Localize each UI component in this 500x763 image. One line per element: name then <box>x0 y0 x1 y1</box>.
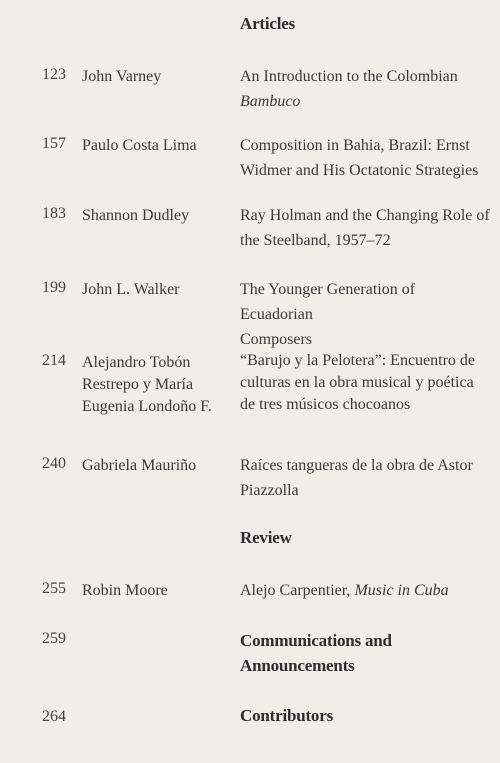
author-name <box>82 352 212 418</box>
author-name <box>82 66 161 88</box>
page-number: 255 <box>42 580 66 597</box>
author-line: Restrepo y María <box>82 376 194 393</box>
heading-line: Communications and <box>240 631 392 650</box>
title-line: The Younger Generation of Ecuadorian <box>240 281 416 323</box>
page-number: 240 <box>42 455 66 472</box>
title-line: Widmer and His Octatonic Strategies <box>240 162 479 179</box>
section-heading-articles: Articles <box>240 14 296 33</box>
title-line: Raíces tangueras de la obra de Astor <box>240 457 473 474</box>
title-italic: Music in Cuba <box>354 582 449 599</box>
author-name: Robin Moore <box>82 582 168 599</box>
title-line: the Steelband, 1957–72 <box>240 232 391 249</box>
title-line: Composers <box>240 331 312 348</box>
title-line: Bambuco <box>240 93 301 110</box>
section-heading-review: Review <box>240 528 292 547</box>
article-title <box>240 133 490 183</box>
contributors-heading: Contributors <box>240 706 333 725</box>
page-number: 199 <box>42 279 66 296</box>
heading-line: Announcements <box>240 656 355 675</box>
author-name <box>82 279 180 301</box>
author-name <box>82 135 197 157</box>
title-line: An Introduction to the Colombian <box>240 68 458 85</box>
article-title <box>240 64 490 114</box>
title-line: de tres músicos chocoanos <box>240 396 411 413</box>
article-title <box>240 350 490 416</box>
title-line: Ray Holman and the Changing Role of <box>240 207 490 224</box>
author-line: Paulo Costa Lima <box>82 137 197 154</box>
author-name <box>82 455 196 477</box>
page-number: 157 <box>42 135 66 152</box>
page-number: 264 <box>42 708 66 725</box>
author-name <box>82 205 189 227</box>
page-number: 214 <box>42 352 66 369</box>
title-prefix: Alejo Carpentier, <box>240 582 355 599</box>
author-line: John Varney <box>82 68 162 85</box>
author-line: John L. Walker <box>82 281 180 298</box>
title-line: Composition in Bahia, Brazil: Ernst <box>240 137 470 154</box>
review-title <box>240 578 490 603</box>
page-number: 259 <box>42 630 66 647</box>
author-line: Eugenia Londoño F. <box>82 398 212 415</box>
author-line: Alejandro Tobón <box>82 354 191 371</box>
title-line: Piazzolla <box>240 482 299 499</box>
page-number: 123 <box>42 66 66 83</box>
title-line: “Barujo y la Pelotera”: Encuentro de <box>240 352 476 369</box>
author-line: Shannon Dudley <box>82 207 190 224</box>
article-title <box>240 453 490 503</box>
communications-heading <box>240 628 392 678</box>
page-number: 183 <box>42 205 66 222</box>
title-line: culturas en la obra musical y poética <box>240 374 474 391</box>
author-line: Gabriela Mauriño <box>82 457 197 474</box>
article-title <box>240 277 490 352</box>
article-title <box>240 203 490 253</box>
